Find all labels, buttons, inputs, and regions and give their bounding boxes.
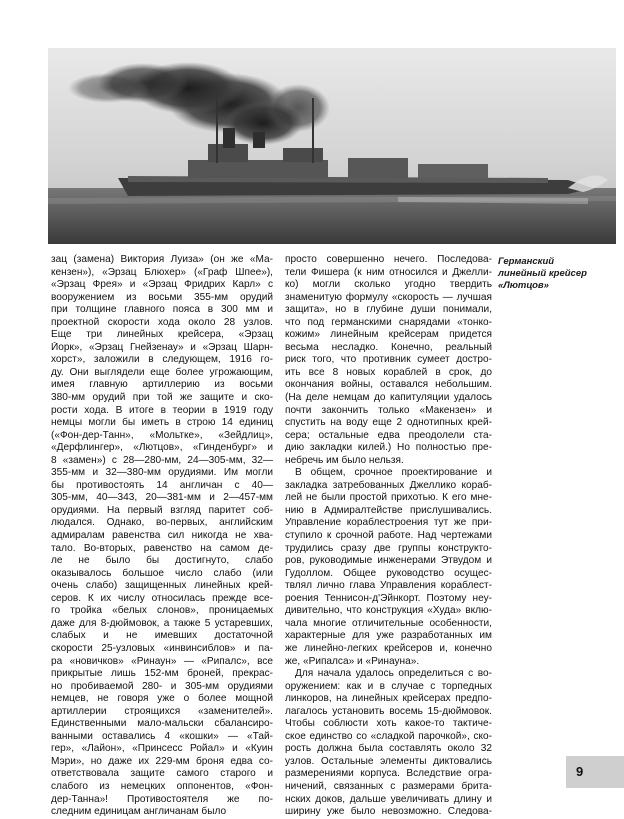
text-line: артиллерии строящихся «заменителей». xyxy=(51,705,273,717)
text-line: линкоров, на линейных крейсерах предпо- xyxy=(285,693,492,705)
text-line: Чтобы соблюсти хоть какое-то тактиче- xyxy=(285,718,492,730)
text-line: трудились сразу две группы конструкто- xyxy=(285,542,492,554)
text-line: ское единство со «сладкой парочкой», ско- xyxy=(285,730,492,742)
text-line: дивительно, что конструкция «Худа» вклю- xyxy=(285,605,492,617)
page-number-tab xyxy=(566,756,624,788)
text-line: весьма несладко. Конечно, реальный xyxy=(285,341,492,353)
text-line: Управление кораблестроения тут же при- xyxy=(285,517,492,529)
text-line: ров, руководимые инженерами Этвудом и xyxy=(285,555,492,567)
text-line: ить все 8 новых кораблей в срок, до xyxy=(285,366,492,378)
text-line: следним единицам англичанам было xyxy=(51,806,227,818)
caption-line: «Лютцов» xyxy=(498,280,549,291)
text-line: твлял лично глава Управления кораблест- xyxy=(285,580,492,592)
text-line: Гудоллом. Общее руководство осущес- xyxy=(285,567,492,579)
text-line: ступило к срочной работе. Над чертежами xyxy=(285,530,492,542)
text-line: кензен»), «Эрзац Блюхер» («Граф Шпее»), xyxy=(51,266,273,278)
text-line: рости хода. В итоге в теории в 1919 году xyxy=(51,404,273,416)
text-line: Йорк», «Эрзац Гнейзенау» и «Эрзац Шарн- xyxy=(51,341,273,353)
text-line: дер-Танна»! Противостоятеля же по- xyxy=(51,793,273,805)
text-line: 380-мм орудий при той же защите и ско- xyxy=(51,392,273,404)
text-line: («Фон-дер-Танн», «Мольтке», «Зейдлиц», xyxy=(51,429,273,441)
text-line: проектной скорости хода около 28 узлов. xyxy=(51,316,273,328)
text-line: риск того, что противник сумеет достро- xyxy=(285,354,492,366)
text-line: размерениями корпуса. Вследствие огра- xyxy=(285,768,492,780)
text-line: при толщине главного пояса в 300 мм и xyxy=(51,304,273,316)
text-line: спустить на воду еще 2 однотипных крей- xyxy=(285,417,492,429)
text-line: даже для 8-дюймовок, а также 5 устаревших, xyxy=(51,617,273,629)
text-line: же, «Рипалса» и «Ринауна». xyxy=(285,655,420,667)
text-line: лей не были простой прихотью. К его мне- xyxy=(285,492,492,504)
text-line: ле не было бы достигнуто, слабо xyxy=(51,555,273,567)
text-line: ко) могли сколько угодно твердить xyxy=(285,279,492,291)
text-line: ответствовала защите самого старого и xyxy=(51,768,273,780)
text-line: тало. Во-вторых, равенство на самом де- xyxy=(51,542,273,554)
text-line: ничений, связанных с размерами брита- xyxy=(285,780,492,792)
text-line: орудиями. На первый взгляд паритет соб- xyxy=(51,504,273,516)
text-line: ширину уже было невозможно. Следова- xyxy=(285,806,492,818)
text-line: гер», «Лайон», «Принсесс Ройал» и «Куин xyxy=(51,743,273,755)
text-line: небречь им было нельзя. xyxy=(285,454,404,466)
text-line: защита», но в глубине души понимали, xyxy=(285,304,492,316)
text-line: закладка затребованных Джеллико кораб- xyxy=(285,479,492,491)
text-line: (На деле немцам до капитуляции удалось xyxy=(285,392,492,404)
text-line: Еще три линейных крейсера, «Эрзац xyxy=(51,329,273,341)
text-line: зац (замена) Виктория Луиза» (он же «Ма- xyxy=(51,254,273,265)
text-line: кожим» линейным крейсерам придется xyxy=(285,329,492,341)
text-line: ванными оставались 4 «кошки» — «Тай- xyxy=(51,730,273,742)
text-line: что под германскими снарядами «тонко- xyxy=(285,316,492,328)
text-line: 355-мм и 32—380-мм орудиями. Им могли xyxy=(51,467,273,479)
text-line: же линейно-легких крейсеров и, конечно xyxy=(285,642,492,654)
text-line: серов. К их числу относилась прежде все- xyxy=(51,592,273,604)
text-line: лагалось установить восемь 15-дюймовок. xyxy=(285,705,492,717)
text-line: чала многие отличительные особенности, xyxy=(285,617,492,629)
text-line: окончания войны, оставался небольшим. xyxy=(285,379,492,391)
text-line: почти закончить только «Макензен» и xyxy=(285,404,492,416)
text-line: характерные для уже разработанных им xyxy=(285,630,492,642)
text-line: имея главную артиллерию из восьми xyxy=(51,379,273,391)
text-line: но пробиваемой 280- и 305-мм орудиями xyxy=(51,680,273,692)
text-line: вооружением из восьми 355-мм орудий xyxy=(51,291,273,303)
text-line: узлов. Остальные элементы диктовались xyxy=(285,755,492,767)
text-line: го тройка «белых слонов», проницаемых xyxy=(51,605,273,617)
text-line: оказывалось большое число слабо (или xyxy=(51,567,273,579)
text-line: 8 «замен») с 28—280-мм, 24—305-мм, 32— xyxy=(51,454,273,466)
text-line: рость должна была составлять около 32 xyxy=(285,743,492,755)
text-line: нию в Адмиралтействе прислушивались. xyxy=(285,504,492,516)
text-line: скорости 25-узловых «инвинсиблов» и па- xyxy=(51,642,273,654)
text-line: ра «новичков» «Ринаун» — «Рипалс», все xyxy=(51,655,273,667)
text-line: Для начала удалось определиться с во- xyxy=(295,668,492,680)
text-line: ду. Они выглядели еще более угрожающим, xyxy=(51,366,273,378)
text-line: слабых и не имевших достаточной xyxy=(51,630,273,642)
text-line: знаменитую формулу «скорость — лучшая xyxy=(285,291,492,303)
text-line: сера; остальные едва преодолели ста- xyxy=(285,429,492,441)
text-line: 305-мм, 40—343, 20—381-мм и 2—457-мм xyxy=(51,492,273,504)
page-number: 9 xyxy=(576,764,584,779)
text-line: Единственными мало-мальски сбалансиро- xyxy=(51,718,273,730)
text-line: «Дерфлингер», «Лютцов», «Гинденбург» и xyxy=(51,442,273,454)
text-line: В общем, срочное проектирование и xyxy=(295,467,492,479)
text-line: роения Теннисон-д'Эйнкорт. Поэтому неу- xyxy=(285,592,492,604)
text-line: дию закладки килей.) Но полностью пре- xyxy=(285,442,492,454)
text-line: прикрытые лишь 152-мм броней, прекрас- xyxy=(51,668,273,680)
text-line: «Эрзац Фрея» и «Эрзац Фридрих Карл» с xyxy=(51,279,273,291)
text-line: тели Фишера (к ним относился и Джелли- xyxy=(285,266,492,278)
text-line: Мэри», но даже их 229-мм броня едва со- xyxy=(51,755,273,767)
text-column-right xyxy=(285,254,492,819)
caption-line: линейный крейсер xyxy=(498,268,587,279)
text-line: нских доков, дальше увеличивать длину и xyxy=(285,793,492,805)
text-line: людался. Однако, во-первых, английским xyxy=(51,517,273,529)
text-line: адмиралам равенства сил никогда не хва- xyxy=(51,530,273,542)
text-line: немцы могли бы иметь в строю 14 единиц xyxy=(51,417,273,429)
text-column-left xyxy=(51,254,273,819)
text-line: очень слабо) защищенных линейных крей- xyxy=(51,580,273,592)
photo-caption xyxy=(498,256,616,292)
text-line: слабого из немецких оппонентов, «Фон- xyxy=(51,780,273,792)
text-line: бы противостоять 14 англичан с 40— xyxy=(51,479,273,491)
text-line: просто совершенно нечего. Последова- xyxy=(285,254,492,265)
caption-line: Германский xyxy=(498,256,555,267)
battleship-photo xyxy=(48,48,616,244)
text-line: немцев, не говоря уже о более мощной xyxy=(51,693,273,705)
text-line: оружением: как и в случае с торпедных xyxy=(285,680,492,692)
text-line: хорст», заложили в следующем, 1916 го- xyxy=(51,354,273,366)
